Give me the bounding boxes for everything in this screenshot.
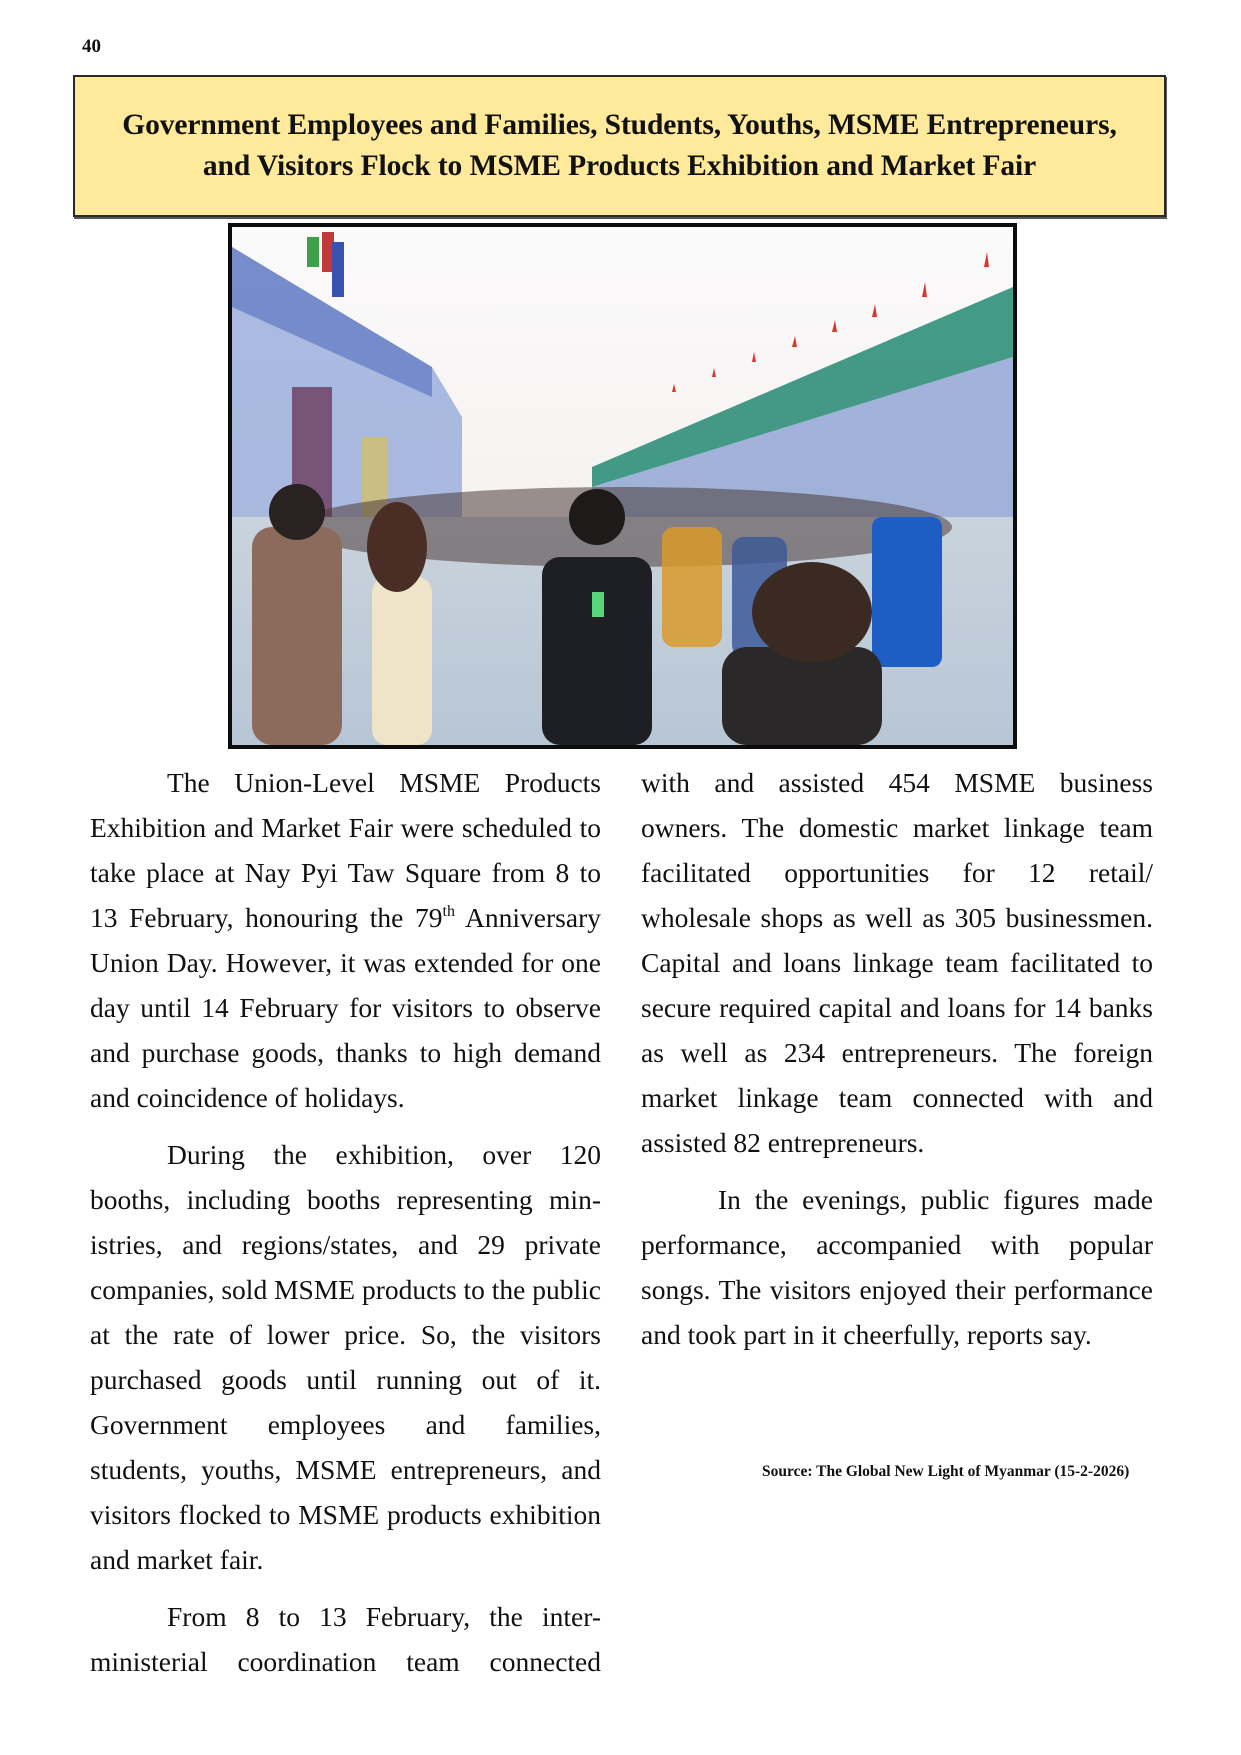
- exhibition-photo: [228, 223, 1017, 749]
- crowd-photo-illustration: [232, 227, 1013, 745]
- title-line-2: and Visitors Flock to MSME Products Exhibition and Market Fair: [202, 150, 1037, 182]
- page-number: 40: [82, 36, 101, 57]
- source-credit: Source: The Global New Light of Myanmar (15-2-2026): [762, 1463, 1130, 1480]
- shirt-logo: [592, 592, 604, 617]
- flag: [332, 242, 344, 297]
- article-title-box: [73, 75, 1166, 217]
- flag: [307, 237, 319, 267]
- title-line-1: Government Employees and Families, Students, Youths, MSME Entrepreneurs,: [122, 109, 1117, 141]
- article-column-left: [90, 760, 601, 1696]
- paragraph-1: [90, 760, 601, 1120]
- paragraph-1-text: The Union-Level MSME Products Exhibition and Market Fair were scheduled to take place at Nay Pyi Taw Square from 8 to 13 February, honouring the 79: [90, 767, 601, 933]
- paragraph-3-start: From 8 to 13 February, the inter-ministerial coordination team connected: [90, 1601, 601, 1677]
- paragraph-3-continued: with and assisted 454 MSME business owners. The domestic market linkage team facilitated opportunities for 12 retail/ wholesale shops as well as 305 businessmen. Capital and loans linkage team facilitated to secure required capital and loans for 14 banks as well as 234 entrepreneurs. The foreign market linkage team connected with and assisted 82 entrepreneurs.: [641, 767, 1153, 1158]
- paragraph-1-text-cont: Anniversary Union Day. However, it was extended for one day until 14 February for visitors to observe and purchase goods, thanks to high demand and coincidence of holidays.: [90, 902, 601, 1113]
- person-brown-shirt: [252, 527, 342, 745]
- person-foreground: [722, 647, 882, 745]
- article-title: [122, 105, 1116, 187]
- paragraph-2: During the exhibition, over 120 booths, including booths representing ministries, and regions/states, and 29 private companies, sold MSME products to the public at the rate of lower price. So, the visitors purchased goods until running out of it. Government employees and families, students, youths, MSME entrepreneurs, and visitors flocked to MSME products exhibition and market fair.: [90, 1139, 601, 1575]
- person-cream-top: [372, 577, 432, 745]
- blue-bin: [872, 517, 942, 667]
- ordinal-suffix: th: [442, 903, 455, 920]
- person-black-tshirt: [542, 557, 652, 745]
- paragraph-4: In the evenings, public figures made performance, accompanied with popular songs. The visitors enjoyed their performance and took part in it cheerfully, reports say.: [641, 1184, 1153, 1350]
- article-column-right: [641, 760, 1153, 1369]
